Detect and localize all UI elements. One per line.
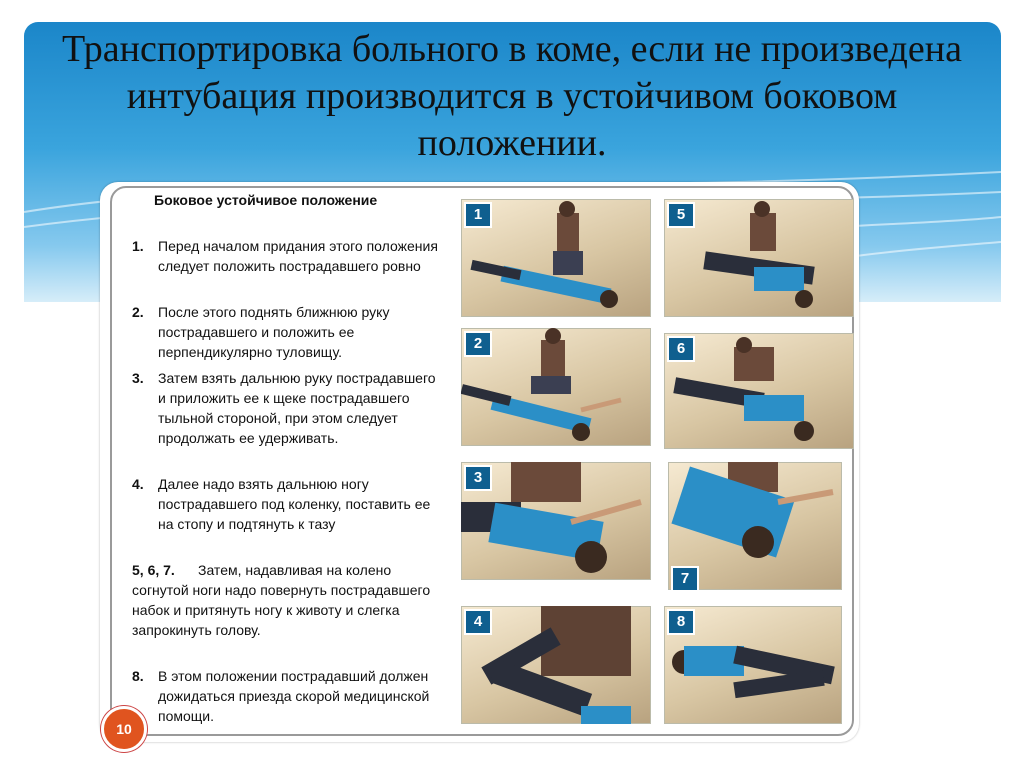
step-number: 2. — [132, 304, 144, 320]
step-text: Далее надо взять дальнюю ногу пострадавшего под коленку, поставить ее на стопу и подтянуть к тазу — [158, 476, 431, 532]
step-item — [132, 368, 442, 448]
step-item — [132, 560, 442, 640]
step-number: 5, 6, 7. — [132, 562, 175, 578]
step-number: 3. — [132, 370, 144, 386]
step-text: В этом положении пострадавший должен дожидаться приезда скорой медицинской помощи. — [158, 668, 430, 724]
step-item — [132, 474, 442, 534]
step-text: Затем взять дальнюю руку пострадавшего и приложить ее к щеке пострадавшего тыльной стороной, при этом следует продолжать ее удерживать. — [158, 370, 436, 446]
step-text: После этого поднять ближнюю руку пострадавшего и положить ее перпендикулярно туловищу. — [158, 304, 390, 360]
step-badge: 2 — [464, 331, 492, 357]
step-item — [132, 666, 442, 726]
slide-title: Транспортировка больного в коме, если не произведена интубация производится в устойчивом боковом положении. — [62, 28, 962, 164]
step-item — [132, 236, 442, 276]
step-text: Перед началом придания этого положения следует положить пострадавшего ровно — [158, 238, 438, 274]
step-badge: 4 — [464, 609, 492, 635]
step-badge: 5 — [667, 202, 695, 228]
step-text: Затем, надавливая на колено согнутой ноги надо повернуть пострадавшего набок и притянуть ногу к животу и слегка запрокинуть голову. — [132, 562, 431, 638]
step-badge: 8 — [667, 609, 695, 635]
step-badge: 6 — [667, 336, 695, 362]
step-badge: 7 — [671, 566, 699, 592]
step-number: 4. — [132, 476, 144, 492]
step-badge: 1 — [464, 202, 492, 228]
step-number: 8. — [132, 668, 144, 684]
page-number-badge: 10 — [101, 706, 147, 752]
step-item — [132, 302, 442, 362]
step-badge: 3 — [464, 465, 492, 491]
step-number: 1. — [132, 238, 144, 254]
instructions-title: Боковое устойчивое положение — [154, 192, 378, 208]
